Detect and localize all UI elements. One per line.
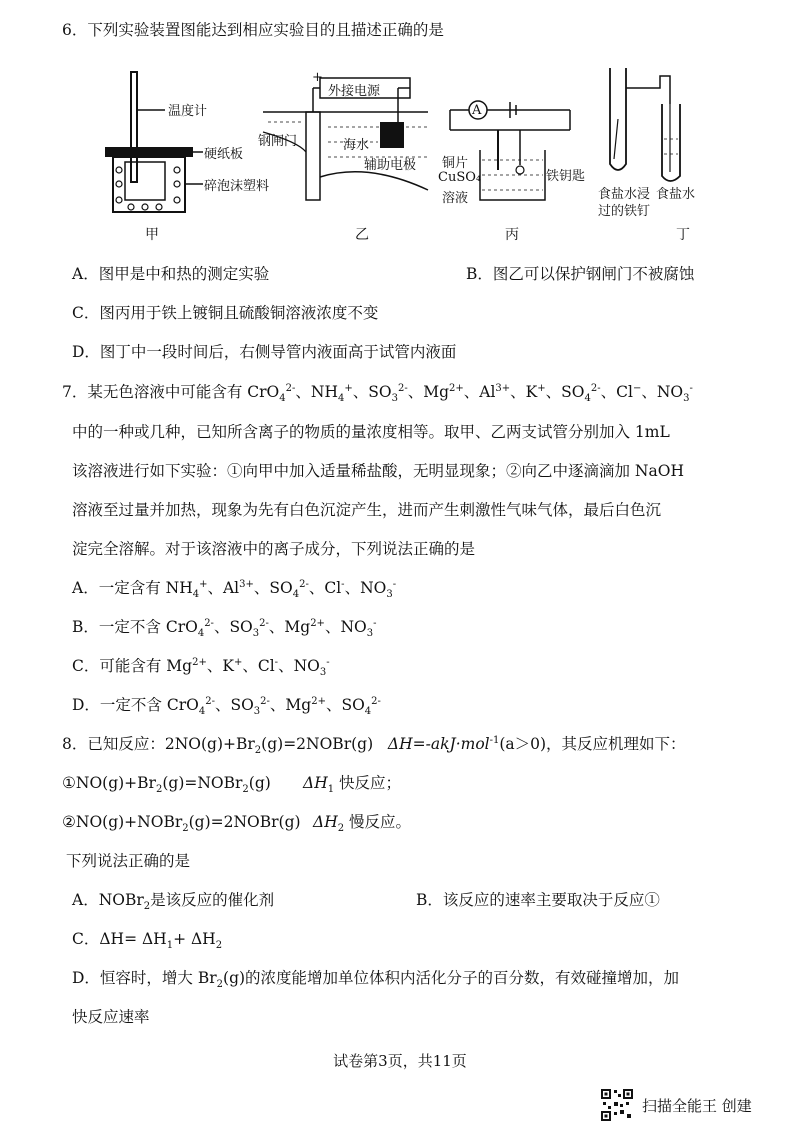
q8-line-1: 8．已知反应：$2NO(g)+Br_2(g)=2NOBr(g)$ ΔH=-akJ·mol$^{-1}$(a＞0)，其反应机理如下： (62, 734, 686, 757)
q8-option-d: D．恒容时，增大 $Br_2(g)$的浓度能增加单位体积内活化分子的百分数，有效碰撞增加，加 (72, 969, 680, 991)
q7-b-label: B．一定不含 (72, 618, 161, 636)
scanner-watermark (600, 1088, 752, 1122)
q7-line-3: 该溶液进行如下实验：①向甲中加入适量稀盐酸，无明显现象；②向乙中逐滴滴加 NaOH (72, 462, 684, 480)
q8-r2b: (g)=2NOBr(g) (188, 813, 301, 831)
q8-r1c: (g) (248, 774, 271, 792)
q8-ask: 下列说法正确的是 (66, 852, 191, 870)
q8-option-d-cont: 快反应速率 (72, 1008, 150, 1026)
label-nail: 食盐水浸 (598, 187, 651, 202)
q7-option-c: C．可能含有 $Mg^{2+}$、K+、Cl-、$NO_3^-$ (72, 656, 330, 679)
q8-dh: ΔH=-akJ·mol (387, 735, 490, 753)
label-power: 外接电源 (328, 84, 381, 99)
q8-d2: (g)的浓度能增加单位体积内活化分子的百分数，有效碰撞增加，加 (223, 969, 680, 987)
q8-dh1: $\Delta H_1$ 快反应； (303, 774, 402, 796)
q7-option-b: B．一定不含 CrO$_4^{2-}$、$SO_3^{2-}$、$Mg^{2+}$、$NO_3^-$ (72, 617, 377, 640)
qr-code-icon (600, 1088, 634, 1122)
q8-d1: D．恒容时，增大 Br (72, 969, 217, 987)
q6-option-b: B．图乙可以保护钢闸门不被腐蚀 (466, 265, 695, 283)
label-ammeter: A (472, 103, 482, 118)
caption-yi: 乙 (355, 227, 369, 243)
q8-c: C．ΔH= ΔH (72, 930, 167, 948)
q6-option-d: D．图丁中一段时间后，右侧导管内液面高于试管内液面 (72, 343, 457, 361)
q8-option-a: A．NOBr$_2$是该反应的催化剂 (72, 891, 275, 913)
q8-l1b: (g)=2NOBr(g) (261, 735, 374, 753)
label-nail2: 过的铁钉 (598, 204, 651, 219)
q7-line-4: 溶液至过量并加热，现象为先有白色沉淀产生，进而产生刺激性气味气体，最后白色沉 (72, 501, 662, 519)
caption-bing: 丙 (505, 227, 519, 243)
caption-jia: 甲 (145, 227, 159, 243)
q7-line-1: 7．某无色溶液中可能含有 CrO$_4^{2-}$、$NH_4^+$、$SO_3^{2-}$、$Mg^{2+}$、$Al^{3+}$、K+、$SO_4^{2-}$、Cl−、$NO_3^-$ (62, 382, 693, 405)
label-cuso4: CuSO₄ (438, 170, 482, 185)
q8-reaction-1: $①NO(g)+Br_2(g)=NOBr_2(g)$ (62, 774, 271, 796)
q7-a-label: A．一定含有 (72, 579, 161, 597)
q8-r1b: (g)=NOBr (162, 774, 243, 792)
label-sea: 海水 (343, 138, 370, 153)
scanner-text: 扫描全能王 创建 (642, 1096, 752, 1115)
q8-l1a: 8．已知反应：2NO(g)+Br (62, 735, 255, 753)
label-brine: 食盐水 (656, 187, 696, 202)
label-cu: 铜片 (442, 156, 469, 171)
q7-line-2: 中的一种或几种，已知所含离子的物质的量浓度相等。取甲、乙两支试管分别加入 1mL (72, 423, 670, 441)
label-gate: 钢闸门 (258, 134, 298, 149)
q7-option-a: A．一定含有 $NH_4^+$、$Al^{3+}$、$SO_4^{2-}$、Cl-、$NO_3^-$ (72, 578, 397, 601)
label-aux: 辅助电极 (364, 158, 417, 173)
label-foam: 碎泡沫塑料 (204, 179, 270, 194)
label-plus: + (312, 70, 323, 85)
q6-option-c: C．图丙用于铁上镀铜且硫酸铜溶液浓度不变 (72, 304, 379, 322)
q6-stem: 6．下列实验装置图能达到相应实验目的且描述正确的是 (62, 21, 444, 39)
q7-c-label: C．可能含有 (72, 657, 162, 675)
label-spoon: 铁钥匙 (546, 169, 586, 184)
q8-option-c: C．$\Delta H= \Delta H_1+ \Delta H_2$ (72, 930, 223, 952)
q8-r2d: 慢反应。 (349, 813, 412, 831)
label-board: 硬纸板 (204, 147, 244, 162)
q8-dh2: $\Delta H_2$ 慢反应。 (313, 813, 412, 835)
q7-d-label: D．一定不含 (72, 696, 162, 714)
q8-a2: 是该反应的催化剂 (150, 891, 275, 909)
q8-a1: A．NOBr (72, 891, 144, 909)
label-sol: 溶液 (442, 191, 469, 206)
q8-reaction-2: ②NO(g)+NOBr$_2$(g)=2NOBr(g) (62, 813, 301, 835)
q7-option-d: D．一定不含 CrO$_4^{2-}$、$SO_3^{2-}$、$Mg^{2+}$、$SO_4^{2-}$ (72, 695, 381, 718)
page-footer: 试卷第3页，共11页 (333, 1052, 467, 1070)
q6-option-a: A．图甲是中和热的测定实验 (72, 265, 270, 283)
q8-r1a: ①NO(g)+Br (62, 774, 156, 792)
caption-ding: 丁 (676, 227, 690, 243)
label-thermometer: 温度计 (168, 104, 208, 119)
q8-option-b: B．该反应的速率主要取决于反应① (416, 891, 660, 909)
q7-line-5: 淀完全溶解。对于该溶液中的离子成分，下列说法正确的是 (72, 540, 476, 558)
figure-ding (600, 64, 710, 184)
q8-r1d: 快反应； (339, 774, 402, 792)
q7-l1-text: 7．某无色溶液中可能含有 CrO (62, 383, 280, 401)
q8-l1c: (a＞0)，其反应机理如下： (499, 735, 686, 753)
q8-r2a: ②NO(g)+NOBr (62, 813, 183, 831)
